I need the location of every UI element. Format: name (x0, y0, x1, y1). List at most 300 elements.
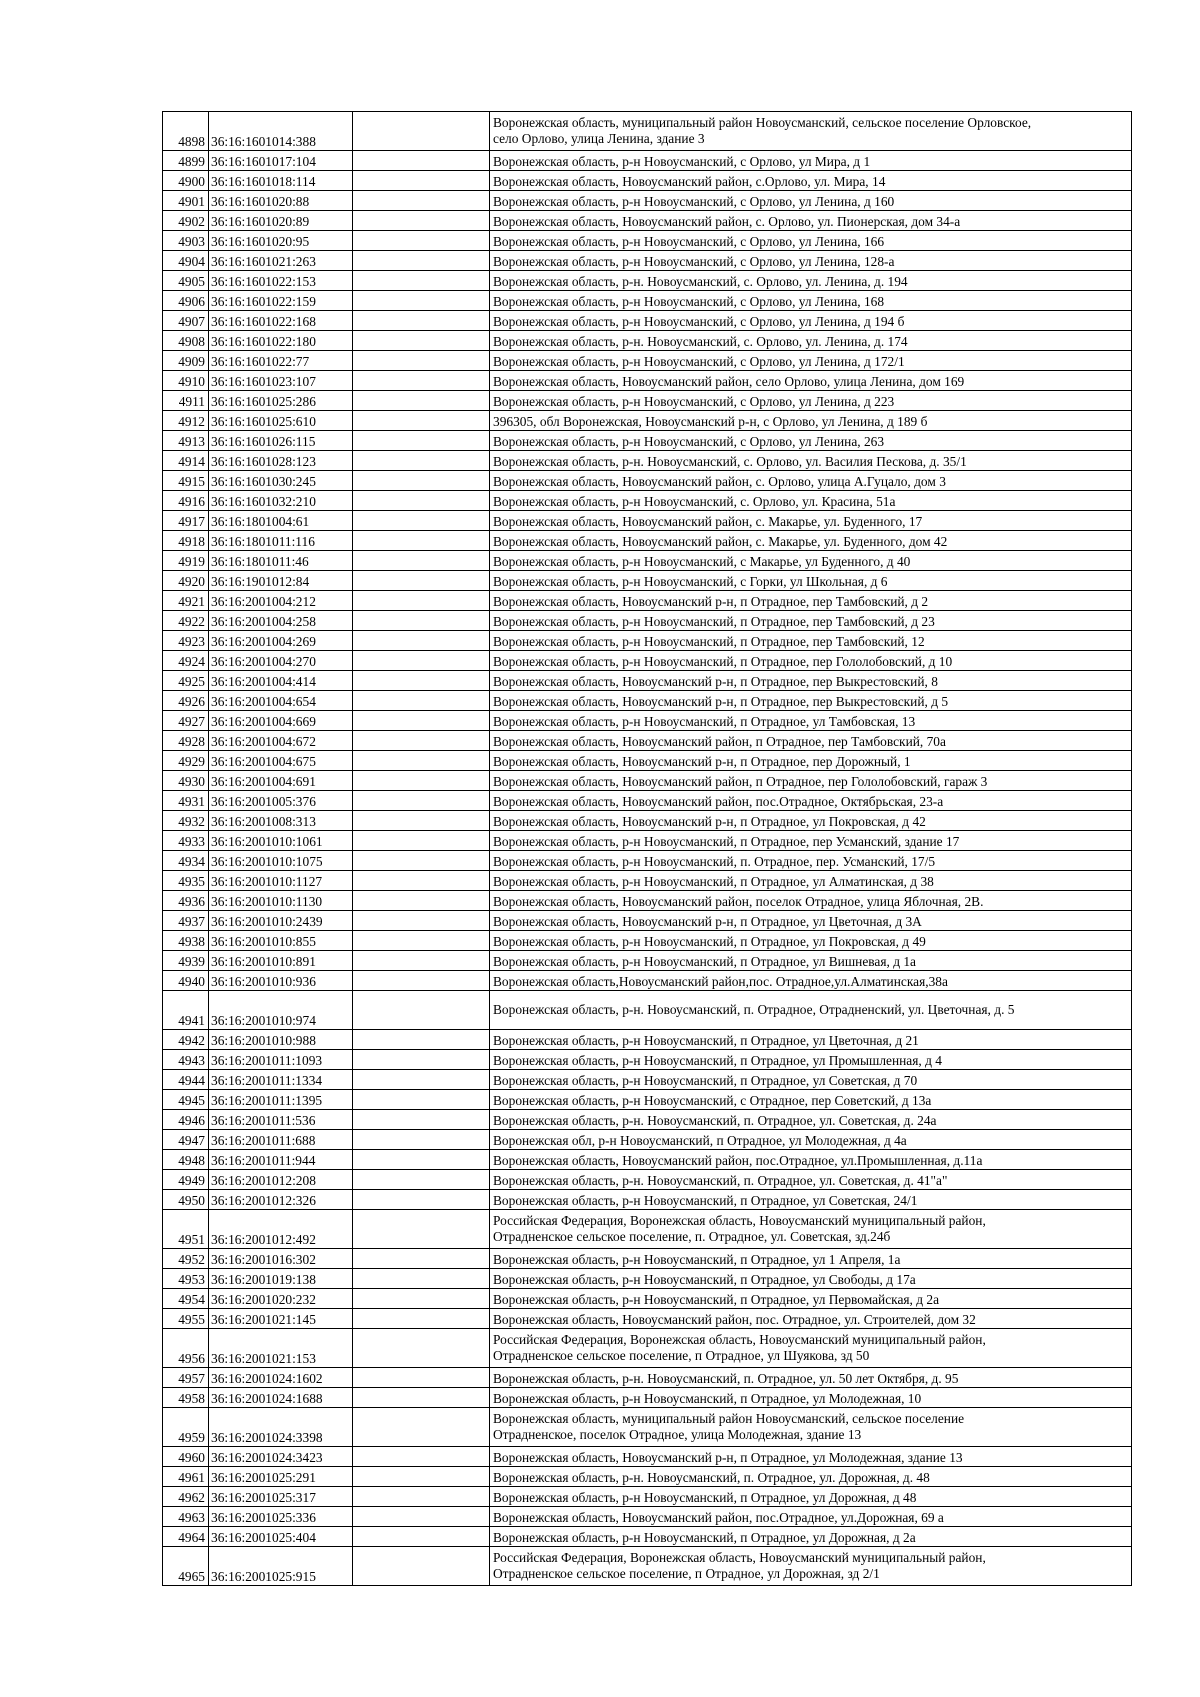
address-line: Воронежская область, р-н Новоусманский, п Отрадное, ул Дорожная, д 48 (493, 1490, 917, 1505)
table-row (163, 631, 1132, 651)
address-cell (490, 112, 1132, 151)
address-line: Воронежская область, р-н Новоусманский, с Орлово, ул Мира, д 1 (493, 154, 871, 169)
row-number: 4954 (163, 1289, 209, 1309)
cadastral-number: 36:16:1601023:107 (209, 371, 353, 391)
table-row (163, 951, 1132, 971)
row-number: 4955 (163, 1309, 209, 1329)
address-cell (490, 531, 1132, 551)
table-row (163, 871, 1132, 891)
address-cell (490, 671, 1132, 691)
address-cell (490, 831, 1132, 851)
cadastral-number: 36:16:2001010:1130 (209, 891, 353, 911)
row-number: 4910 (163, 371, 209, 391)
table-row (163, 451, 1132, 471)
address-line-2: Отрадненское сельское поселение, п. Отрадное, ул. Советская, зд.24б (493, 1229, 891, 1244)
cadastral-number: 36:16:2001025:336 (209, 1507, 353, 1527)
cadastral-number: 36:16:1601014:388 (209, 112, 353, 151)
address-cell (490, 411, 1132, 431)
empty-cell (353, 911, 490, 931)
address-line: Российская Федерация, Воронежская область, Новоусманский муниципальный район, (493, 1213, 986, 1228)
empty-cell (353, 531, 490, 551)
address-line: 396305, обл Воронежская, Новоусманский р-н, с Орлово, ул Ленина, д 189 б (493, 414, 928, 429)
address-line: Воронежская область, Новоусманский район, с. Орлово, ул. Пионерская, дом 34-а (493, 214, 961, 229)
row-number: 4920 (163, 571, 209, 591)
table-row (163, 1170, 1132, 1190)
row-number: 4912 (163, 411, 209, 431)
address-cell (490, 151, 1132, 171)
cadastral-number: 36:16:1801011:116 (209, 531, 353, 551)
row-number: 4928 (163, 731, 209, 751)
cadastral-number: 36:16:2001024:1688 (209, 1388, 353, 1408)
cadastral-number: 36:16:2001004:669 (209, 711, 353, 731)
row-number: 4911 (163, 391, 209, 411)
address-line: Воронежская область, Новоусманский р-н, п Отрадное, ул Молодежная, здание 13 (493, 1450, 963, 1465)
cadastral-number: 36:16:2001010:988 (209, 1030, 353, 1050)
row-number: 4965 (163, 1547, 209, 1586)
cadastral-number: 36:16:1601022:168 (209, 311, 353, 331)
address-cell (490, 1110, 1132, 1130)
table-row (163, 791, 1132, 811)
address-line: Воронежская область, р-н Новоусманский, п Отрадное, ул Промышленная, д 4 (493, 1053, 942, 1068)
address-cell (490, 591, 1132, 611)
address-cell (490, 731, 1132, 751)
address-line: Воронежская область, р-н. Новоусманский, с. Орлово, ул. Ленина, д. 194 (493, 274, 908, 289)
table-row (163, 1070, 1132, 1090)
address-cell (490, 1447, 1132, 1467)
address-line: Воронежская область, р-н. Новоусманский, п. Отрадное, ул. Советская, д. 41"а" (493, 1173, 948, 1188)
address-line: Воронежская область, р-н Новоусманский, п Отрадное, ул Советская, 24/1 (493, 1193, 918, 1208)
table-row (163, 1269, 1132, 1289)
address-line: Воронежская область, р-н Новоусманский, с Орлово, ул Ленина, д 160 (493, 194, 895, 209)
address-line: Воронежская область, Новоусманский район, пос.Отрадное, ул.Промышленная, д.11а (493, 1153, 983, 1168)
address-line: Воронежская область, Новоусманский район, с.Орлово, ул. Мира, 14 (493, 174, 886, 189)
table-row (163, 1030, 1132, 1050)
address-cell (490, 711, 1132, 731)
row-number: 4902 (163, 211, 209, 231)
address-cell (490, 951, 1132, 971)
empty-cell (353, 631, 490, 651)
row-number: 4909 (163, 351, 209, 371)
cadastral-number: 36:16:1601026:115 (209, 431, 353, 451)
cadastral-number: 36:16:2001008:313 (209, 811, 353, 831)
address-cell (490, 1030, 1132, 1050)
empty-cell (353, 1130, 490, 1150)
address-cell (490, 1547, 1132, 1586)
row-number: 4956 (163, 1329, 209, 1368)
table-row (163, 211, 1132, 231)
empty-cell (353, 651, 490, 671)
row-number: 4933 (163, 831, 209, 851)
cadastral-number: 36:16:2001019:138 (209, 1269, 353, 1289)
table-row (163, 651, 1132, 671)
cadastral-number: 36:16:2001004:691 (209, 771, 353, 791)
empty-cell (353, 1050, 490, 1070)
address-line: Воронежская область, Новоусманский район, пос. Отрадное, ул. Строителей, дом 32 (493, 1312, 976, 1327)
address-cell (490, 1249, 1132, 1269)
row-number: 4963 (163, 1507, 209, 1527)
cadastral-number: 36:16:2001011:536 (209, 1110, 353, 1130)
address-line: Воронежская область, Новоусманский район, поселок Отрадное, улица Яблочная, 2В. (493, 894, 984, 909)
cadastral-number: 36:16:2001025:317 (209, 1487, 353, 1507)
empty-cell (353, 451, 490, 471)
row-number: 4927 (163, 711, 209, 731)
address-line: Воронежская область, р-н Новоусманский, с Орлово, ул Ленина, д 194 б (493, 314, 905, 329)
address-cell (490, 431, 1132, 451)
address-line: Воронежская область, р-н Новоусманский, п Отрадное, ул Советская, д 70 (493, 1073, 918, 1088)
row-number: 4900 (163, 171, 209, 191)
cadastral-number: 36:16:1601017:104 (209, 151, 353, 171)
row-number: 4932 (163, 811, 209, 831)
table-row (163, 771, 1132, 791)
table-row (163, 931, 1132, 951)
row-number: 4904 (163, 251, 209, 271)
empty-cell (353, 431, 490, 451)
table-row (163, 891, 1132, 911)
empty-cell (353, 871, 490, 891)
cadastral-number: 36:16:2001020:232 (209, 1289, 353, 1309)
cadastral-number: 36:16:2001004:675 (209, 751, 353, 771)
empty-cell (353, 1210, 490, 1249)
cadastral-number: 36:16:2001004:270 (209, 651, 353, 671)
address-line: Воронежская область, р-н Новоусманский, п Отрадное, ул Покровская, д 49 (493, 934, 926, 949)
table-row (163, 1090, 1132, 1110)
address-cell (490, 691, 1132, 711)
empty-cell (353, 751, 490, 771)
empty-cell (353, 1527, 490, 1547)
address-cell (490, 1467, 1132, 1487)
row-number: 4961 (163, 1467, 209, 1487)
address-line: Воронежская область, р-н. Новоусманский, с. Орлово, ул. Василия Пескова, д. 35/1 (493, 454, 967, 469)
row-number: 4953 (163, 1269, 209, 1289)
empty-cell (353, 171, 490, 191)
address-line: Воронежская область, р-н Новоусманский, с Орлово, ул Ленина, 168 (493, 294, 885, 309)
address-line: Воронежская область, р-н Новоусманский, п Отрадное, ул Алматинская, д 38 (493, 874, 934, 889)
empty-cell (353, 1269, 490, 1289)
table-row (163, 311, 1132, 331)
cadastral-number: 36:16:2001010:1061 (209, 831, 353, 851)
row-number: 4913 (163, 431, 209, 451)
cadastral-number: 36:16:2001012:492 (209, 1210, 353, 1249)
empty-cell (353, 1289, 490, 1309)
address-line: Воронежская область, р-н Новоусманский, п Отрадное, ул Тамбовская, 13 (493, 714, 916, 729)
empty-cell (353, 371, 490, 391)
address-line: Воронежская область, р-н Новоусманский, п Отрадное, ул Молодежная, 10 (493, 1391, 922, 1406)
empty-cell (353, 471, 490, 491)
empty-cell (353, 711, 490, 731)
empty-cell (353, 1070, 490, 1090)
address-cell (490, 1487, 1132, 1507)
row-number: 4960 (163, 1447, 209, 1467)
address-cell (490, 491, 1132, 511)
row-number: 4898 (163, 112, 209, 151)
table-row (163, 551, 1132, 571)
row-number: 4917 (163, 511, 209, 531)
address-cell (490, 1070, 1132, 1090)
empty-cell (353, 491, 490, 511)
table-row (163, 471, 1132, 491)
row-number: 4951 (163, 1210, 209, 1249)
table-row (163, 411, 1132, 431)
address-cell (490, 1527, 1132, 1547)
cadastral-number: 36:16:2001024:3423 (209, 1447, 353, 1467)
table-row (163, 1110, 1132, 1130)
table-row (163, 431, 1132, 451)
cadastral-number: 36:16:2001021:145 (209, 1309, 353, 1329)
address-line: Воронежская область, р-н. Новоусманский, п. Отрадное, Отрадненский, ул. Цветочная, д. 5 (493, 1002, 1015, 1017)
address-line: Воронежская область, р-н Новоусманский, п Отрадное, пер Гололобовский, д 10 (493, 654, 953, 669)
cadastral-number: 36:16:2001004:414 (209, 671, 353, 691)
row-number: 4930 (163, 771, 209, 791)
address-cell (490, 611, 1132, 631)
address-line: Воронежская область, р-н Новоусманский, п Отрадное, ул Цветочная, д 21 (493, 1033, 919, 1048)
empty-cell (353, 891, 490, 911)
cadastral-table (162, 111, 1132, 1586)
address-line: Воронежская область, р-н. Новоусманский, с. Орлово, ул. Ленина, д. 174 (493, 334, 908, 349)
table-row (163, 251, 1132, 271)
address-cell (490, 1289, 1132, 1309)
table-row (163, 151, 1132, 171)
empty-cell (353, 791, 490, 811)
address-line: Воронежская область, Новоусманский р-н, п Отрадное, пер Дорожный, 1 (493, 754, 911, 769)
table-row (163, 171, 1132, 191)
empty-cell (353, 331, 490, 351)
table-row (163, 511, 1132, 531)
address-cell (490, 1368, 1132, 1388)
address-line: Воронежская область, Новоусманский район, с. Орлово, улица А.Гуцало, дом 3 (493, 474, 946, 489)
address-line: Воронежская область, р-н. Новоусманский, п. Отрадное, ул. 50 лет Октября, д. 95 (493, 1371, 959, 1386)
address-cell (490, 211, 1132, 231)
cadastral-number: 36:16:2001016:302 (209, 1249, 353, 1269)
row-number: 4905 (163, 271, 209, 291)
table-row (163, 1309, 1132, 1329)
table-row (163, 231, 1132, 251)
row-number: 4950 (163, 1190, 209, 1210)
table-row (163, 1190, 1132, 1210)
address-line: Воронежская область, р-н Новоусманский, с Макарье, ул Буденного, д 40 (493, 554, 911, 569)
cadastral-number: 36:16:2001010:936 (209, 971, 353, 991)
cadastral-number: 36:16:1601022:159 (209, 291, 353, 311)
address-line: Воронежская область, р-н Новоусманский, п Отрадное, ул Вишневая, д 1а (493, 954, 917, 969)
cadastral-number: 36:16:2001010:2439 (209, 911, 353, 931)
empty-cell (353, 991, 490, 1030)
table-row (163, 991, 1132, 1030)
row-number: 4903 (163, 231, 209, 251)
cadastral-number: 36:16:2001011:1395 (209, 1090, 353, 1110)
row-number: 4939 (163, 951, 209, 971)
empty-cell (353, 831, 490, 851)
row-number: 4938 (163, 931, 209, 951)
empty-cell (353, 112, 490, 151)
table-row (163, 711, 1132, 731)
table-row (163, 531, 1132, 551)
address-line-2: село Орлово, улица Ленина, здание 3 (493, 131, 705, 146)
address-line: Воронежская область, р-н Новоусманский, п Отрадное, ул 1 Апреля, 1а (493, 1252, 901, 1267)
address-cell (490, 1130, 1132, 1150)
row-number: 4921 (163, 591, 209, 611)
address-line: Воронежская область, р-н. Новоусманский, п. Отрадное, ул. Советская, д. 24а (493, 1113, 937, 1128)
table-row (163, 271, 1132, 291)
table-row (163, 331, 1132, 351)
cadastral-number: 36:16:2001010:891 (209, 951, 353, 971)
empty-cell (353, 671, 490, 691)
address-line: Воронежская обл, р-н Новоусманский, п Отрадное, ул Молодежная, д 4а (493, 1133, 907, 1148)
empty-cell (353, 571, 490, 591)
empty-cell (353, 1090, 490, 1110)
cadastral-number: 36:16:1601022:180 (209, 331, 353, 351)
empty-cell (353, 731, 490, 751)
address-line: Воронежская область, Новоусманский район, с. Макарье, ул. Буденного, дом 42 (493, 534, 948, 549)
address-cell (490, 471, 1132, 491)
cadastral-number: 36:16:2001004:212 (209, 591, 353, 611)
empty-cell (353, 291, 490, 311)
address-line: Воронежская область, р-н. Новоусманский, п. Отрадное, ул. Дорожная, д. 48 (493, 1470, 930, 1485)
address-cell (490, 1050, 1132, 1070)
cadastral-number: 36:16:2001025:404 (209, 1527, 353, 1547)
cadastral-number: 36:16:1601020:95 (209, 231, 353, 251)
address-cell (490, 651, 1132, 671)
table-row (163, 1408, 1132, 1447)
table-row (163, 1130, 1132, 1150)
table-row (163, 691, 1132, 711)
address-cell (490, 1329, 1132, 1368)
table-row (163, 1150, 1132, 1170)
table-row (163, 671, 1132, 691)
address-line: Воронежская область, Новоусманский район, пос.Отрадное, ул.Дорожная, 69 а (493, 1510, 944, 1525)
cadastral-number: 36:16:2001004:654 (209, 691, 353, 711)
row-number: 4923 (163, 631, 209, 651)
row-number: 4949 (163, 1170, 209, 1190)
cadastral-number: 36:16:1601020:89 (209, 211, 353, 231)
empty-cell (353, 1249, 490, 1269)
empty-cell (353, 1150, 490, 1170)
address-line: Воронежская область, р-н Новоусманский, п Отрадное, пер Усманский, здание 17 (493, 834, 960, 849)
table-row (163, 351, 1132, 371)
address-cell (490, 271, 1132, 291)
address-line: Российская Федерация, Воронежская область, Новоусманский муниципальный район, (493, 1332, 986, 1347)
address-cell (490, 511, 1132, 531)
address-cell (490, 1269, 1132, 1289)
empty-cell (353, 1170, 490, 1190)
cadastral-number: 36:16:1801004:61 (209, 511, 353, 531)
row-number: 4958 (163, 1388, 209, 1408)
address-cell (490, 1190, 1132, 1210)
cadastral-number: 36:16:1601020:88 (209, 191, 353, 211)
table-row (163, 1210, 1132, 1249)
row-number: 4941 (163, 991, 209, 1030)
cadastral-number: 36:16:2001011:1093 (209, 1050, 353, 1070)
address-line: Воронежская область, муниципальный район Новоусманский, сельское поселение Орловское, (493, 115, 1032, 130)
address-line: Воронежская область, р-н Новоусманский, с Орлово, ул Ленина, д 223 (493, 394, 895, 409)
row-number: 4959 (163, 1408, 209, 1447)
address-line: Воронежская область, р-н Новоусманский, с Орлово, ул Ленина, д 172/1 (493, 354, 905, 369)
empty-cell (353, 551, 490, 571)
address-line: Воронежская область, Новоусманский район, с. Макарье, ул. Буденного, 17 (493, 514, 923, 529)
row-number: 4952 (163, 1249, 209, 1269)
table-row (163, 751, 1132, 771)
row-number: 4935 (163, 871, 209, 891)
row-number: 4948 (163, 1150, 209, 1170)
table-row (163, 831, 1132, 851)
empty-cell (353, 931, 490, 951)
address-line: Воронежская область, р-н Новоусманский, п Отрадное, пер Тамбовский, 12 (493, 634, 925, 649)
address-cell (490, 171, 1132, 191)
row-number: 4914 (163, 451, 209, 471)
row-number: 4926 (163, 691, 209, 711)
address-line-2: Отрадненское сельское поселение, п Отрадное, ул Шуякова, зд 50 (493, 1348, 870, 1363)
table-row (163, 291, 1132, 311)
row-number: 4944 (163, 1070, 209, 1090)
address-cell (490, 871, 1132, 891)
cadastral-number: 36:16:2001012:208 (209, 1170, 353, 1190)
empty-cell (353, 1030, 490, 1050)
empty-cell (353, 1388, 490, 1408)
empty-cell (353, 151, 490, 171)
cadastral-number: 36:16:2001012:326 (209, 1190, 353, 1210)
address-cell (490, 1388, 1132, 1408)
empty-cell (353, 1309, 490, 1329)
empty-cell (353, 1329, 490, 1368)
address-cell (490, 551, 1132, 571)
table-body (163, 112, 1132, 1586)
empty-cell (353, 611, 490, 631)
address-line: Воронежская область, Новоусманский р-н, п Отрадное, ул Покровская, д 42 (493, 814, 926, 829)
cadastral-number: 36:16:2001010:1075 (209, 851, 353, 871)
row-number: 4924 (163, 651, 209, 671)
table-row (163, 571, 1132, 591)
address-cell (490, 1309, 1132, 1329)
address-cell (490, 311, 1132, 331)
row-number: 4919 (163, 551, 209, 571)
address-cell (490, 571, 1132, 591)
address-cell (490, 451, 1132, 471)
empty-cell (353, 691, 490, 711)
table-row (163, 191, 1132, 211)
address-line: Российская Федерация, Воронежская область, Новоусманский муниципальный район, (493, 1550, 986, 1565)
cadastral-number: 36:16:2001024:3398 (209, 1408, 353, 1447)
row-number: 4934 (163, 851, 209, 871)
address-line: Воронежская область, р-н Новоусманский, с Орлово, ул Ленина, 263 (493, 434, 885, 449)
address-cell (490, 331, 1132, 351)
row-number: 4899 (163, 151, 209, 171)
table-row (163, 491, 1132, 511)
empty-cell (353, 411, 490, 431)
address-cell (490, 351, 1132, 371)
table-row (163, 112, 1132, 151)
table-row (163, 1547, 1132, 1586)
table-row (163, 911, 1132, 931)
address-cell (490, 911, 1132, 931)
cadastral-number: 36:16:1601018:114 (209, 171, 353, 191)
row-number: 4946 (163, 1110, 209, 1130)
address-cell (490, 1170, 1132, 1190)
address-cell (490, 251, 1132, 271)
table-row (163, 1487, 1132, 1507)
cadastral-number: 36:16:1601025:610 (209, 411, 353, 431)
table-row (163, 1467, 1132, 1487)
cadastral-number: 36:16:2001010:974 (209, 991, 353, 1030)
cadastral-number: 36:16:1601025:286 (209, 391, 353, 411)
row-number: 4931 (163, 791, 209, 811)
row-number: 4929 (163, 751, 209, 771)
row-number: 4901 (163, 191, 209, 211)
empty-cell (353, 851, 490, 871)
empty-cell (353, 1190, 490, 1210)
empty-cell (353, 771, 490, 791)
address-cell (490, 811, 1132, 831)
address-cell (490, 371, 1132, 391)
address-cell (490, 791, 1132, 811)
table-row (163, 591, 1132, 611)
